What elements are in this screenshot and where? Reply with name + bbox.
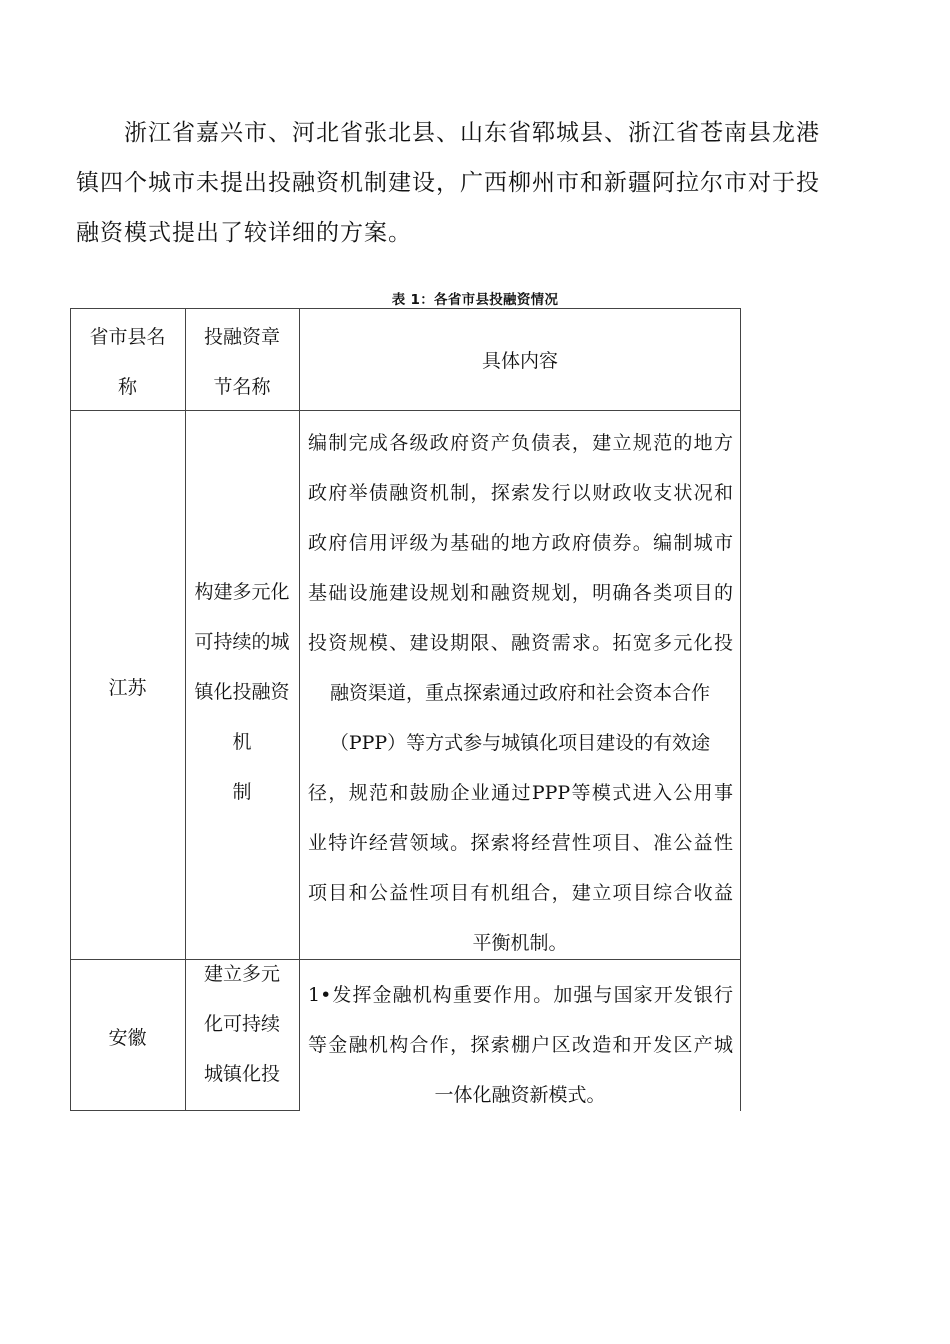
header-province: 省市县名 称: [89, 326, 166, 398]
table-row-province: 安徽: [108, 1027, 147, 1049]
table-row-province: 江苏: [108, 677, 147, 699]
paragraph-line: 浙江省嘉兴市、河北省张北县、山东省郓城县、浙江省苍南县龙港: [124, 120, 820, 146]
table-border-top: [70, 308, 741, 309]
table-row-content: 编制完成各级政府资产负债表，建立规范的地方 政府举债融资机制，探索发行以财政收支状况和 政府信用评级为基础的地方政府债券。编制城市 基础设施建设规划和融资规划，明确各类项目的 投资规模、建设期限、融资需求。拓宽多元化投 融资渠道，重点探索通过政府和社会资本合作 （PPP）等方式参与城镇化项目建设的有效途 径，规范和鼓励企业通过PPP等模式进入公用事 业特许经营领域。探索将经营性项目、准公益性 项目和公益性项目有机组合，建立项目综合收益 平衡机制。: [308, 432, 733, 954]
header-content: 具体内容: [481, 350, 558, 372]
investment-financing-table: [70, 308, 741, 1111]
table-row-content: 1•发挥金融机构重要作用。加强与国家开发银行 等金融机构合作，探索棚户区改造和开发区产城 一体化融资新模式。: [308, 984, 733, 1106]
table-row-chapter: 建立多元 化可持续 城镇化投: [203, 963, 280, 1085]
intro-paragraph: [76, 108, 836, 258]
paragraph-line: 镇四个城市未提出投融资机制建设，广西柳州市和新疆阿拉尔市对于投: [76, 170, 820, 196]
paragraph-line: 融资模式提出了较详细的方案。: [76, 220, 412, 246]
header-chapter: 投融资章 节名称: [203, 326, 280, 398]
table-row-chapter: 构建多元化 可持续的城 镇化投融资 机 制: [194, 581, 290, 803]
table-caption: 表 1：各省市县投融资情况: [391, 292, 559, 308]
